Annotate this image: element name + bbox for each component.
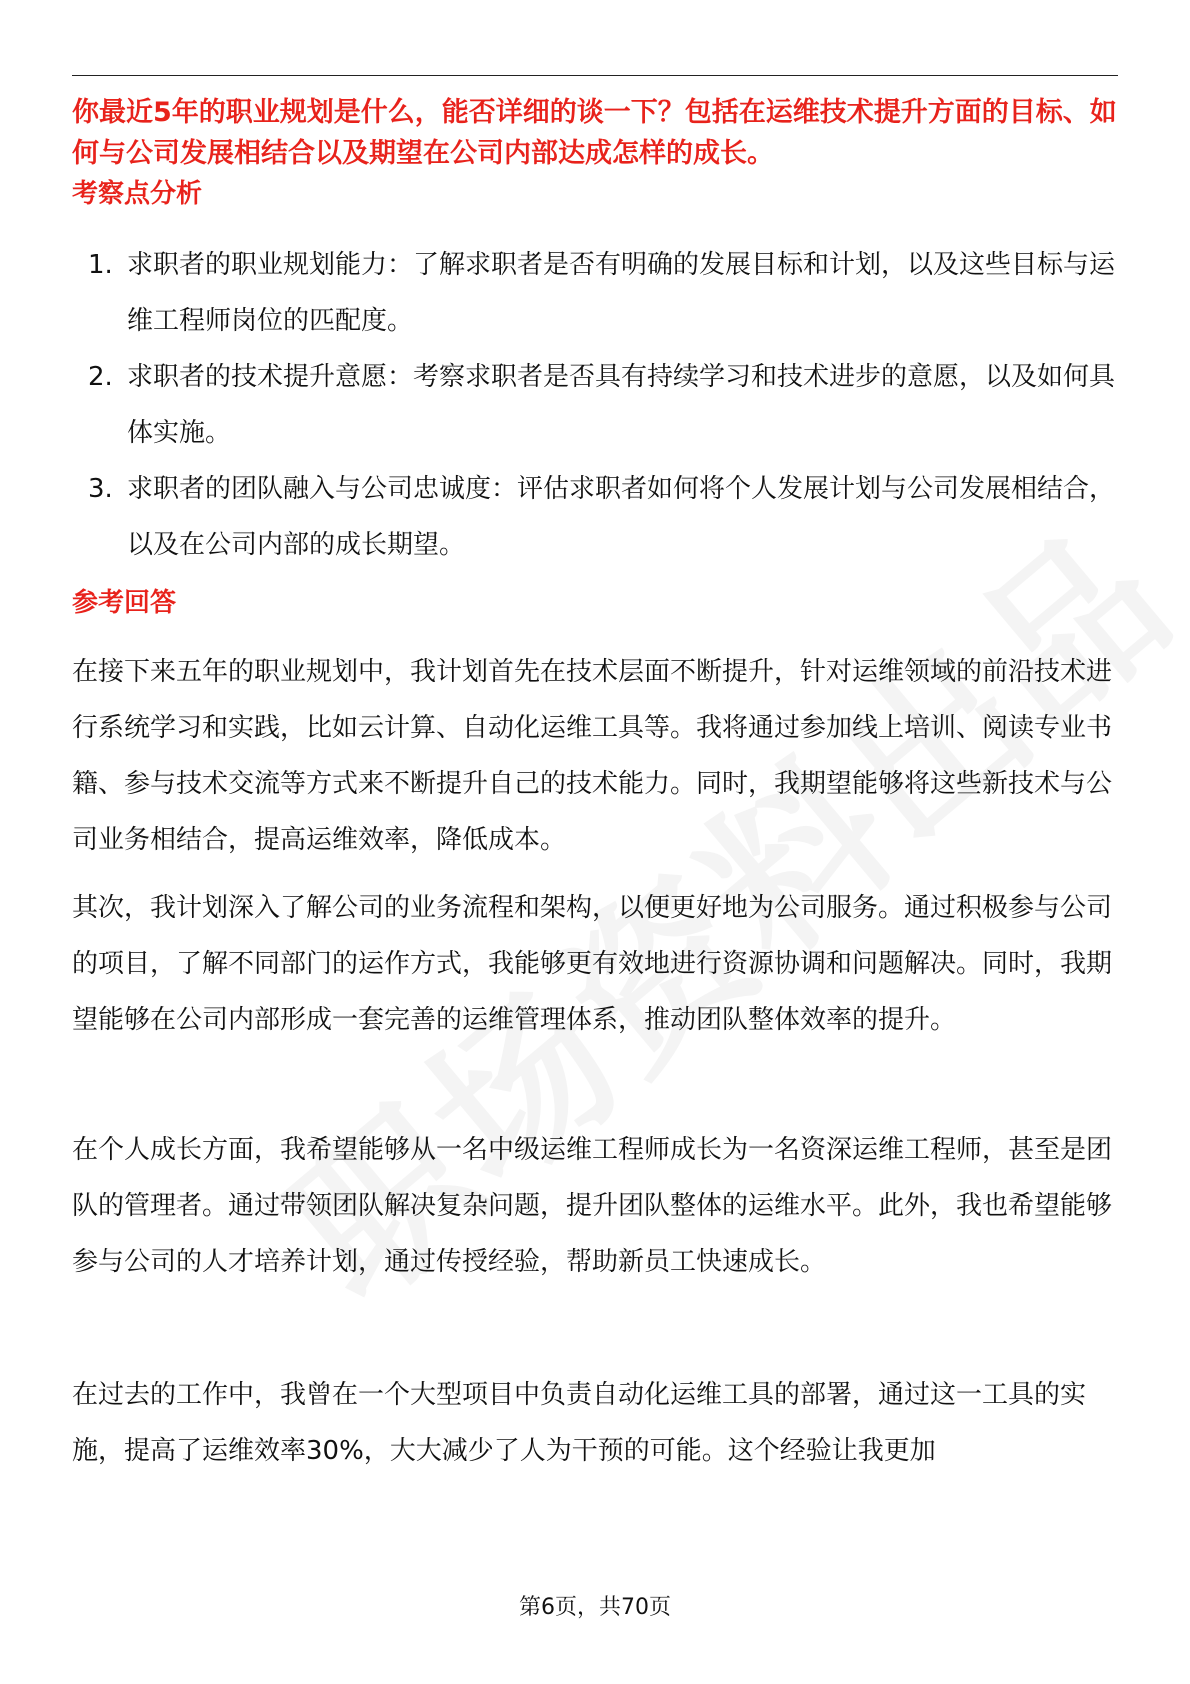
page-number: 第6页，共70页: [519, 1595, 671, 1620]
list-item-text: 求职者的技术提升意愿：考察求职者是否具有持续学习和技术进步的意愿，以及如何具体实施。: [127, 362, 1116, 448]
answer-paragraph: 在过去的工作中，我曾在一个大型项目中负责自动化运维工具的部署，通过这一工具的实施，提高了运维效率30%，大大减少了人为干预的可能。这个经验让我更加: [72, 1380, 1087, 1466]
list-item-number: 2.: [88, 362, 113, 392]
list-item: [72, 349, 1118, 461]
answer-heading: 参考回答: [72, 588, 177, 618]
list-item-text: 求职者的职业规划能力：了解求职者是否有明确的发展目标和计划，以及这些目标与运维工程师岗位的匹配度。: [127, 250, 1116, 336]
list-item-number: 1.: [88, 250, 113, 280]
analysis-heading: 考察点分析: [72, 179, 203, 209]
analysis-list: [72, 237, 1118, 573]
list-item-text: 求职者的团队融入与公司忠诚度：评估求职者如何将个人发展计划与公司发展相结合，以及在公司内部的成长期望。: [127, 474, 1116, 560]
answer-paragraph: 其次，我计划深入了解公司的业务流程和架构，以便更好地为公司服务。通过积极参与公司的项目，了解不同部门的运作方式，我能够更有效地进行资源协调和问题解决。同时，我期望能够在公司内部形成一套完善的运维管理体系，推动团队整体效率的提升。: [72, 893, 1113, 1035]
list-item-number: 3.: [88, 474, 113, 504]
answer-paragraph: 在个人成长方面，我希望能够从一名中级运维工程师成长为一名资深运维工程师，甚至是团队的管理者。通过带领团队解决复杂问题，提升团队整体的运维水平。此外，我也希望能够参与公司的人才培养计划，通过传授经验，帮助新员工快速成长。: [72, 1135, 1113, 1277]
top-divider: [72, 75, 1118, 76]
list-item: [72, 461, 1118, 573]
question-title: 你最近5年的职业规划是什么，能否详细的谈一下？包括在运维技术提升方面的目标、如何与公司发展相结合以及期望在公司内部达成怎样的成长。: [72, 97, 1117, 169]
list-item: [72, 237, 1118, 349]
answer-paragraph: 在接下来五年的职业规划中，我计划首先在技术层面不断提升，针对运维领域的前沿技术进行系统学习和实践，比如云计算、自动化运维工具等。我将通过参加线上培训、阅读专业书籍、参与技术交流等方式来不断提升自己的技术能力。同时，我期望能够将这些新技术与公司业务相结合，提高运维效率，降低成本。: [72, 657, 1113, 855]
